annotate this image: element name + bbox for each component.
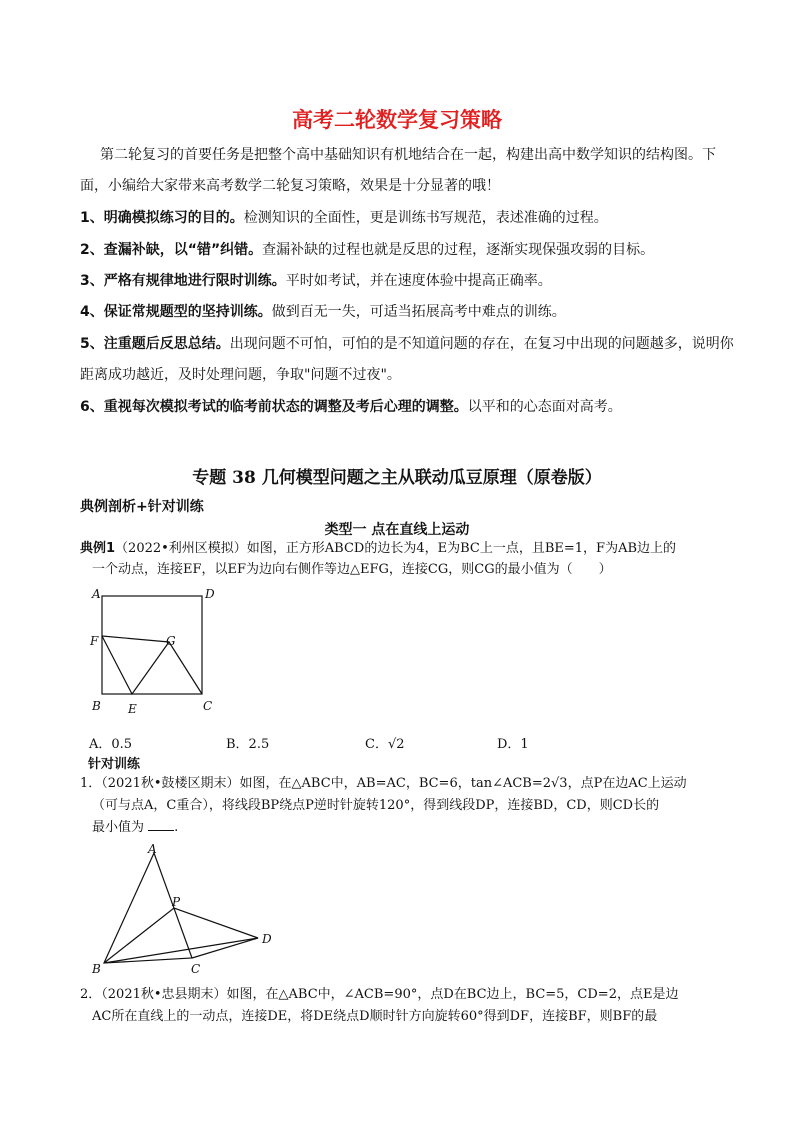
type-heading: 类型一 点在直线上运动 [324,522,470,538]
choice-d: D．1 [497,737,529,752]
label-f: F [90,634,99,648]
strategy-6: 6、重视每次模拟考试的临考前状态的调整及考后心理的调整。以平和的心态面对高考。 [80,399,622,415]
path-f-e-g-c [102,636,202,694]
choice-c: C．√2 [365,737,405,752]
square-abcd [102,596,202,694]
label-p: P [172,895,181,909]
strategy-2: 2、查漏补缺，以“错”纠错。查漏补缺的过程也就是反思的过程，逐渐实现保强攻弱的目标。 [80,242,655,258]
intro-line-2: 面，小编给大家带来高考数学二轮复习策略，效果是十分显著的哦！ [80,178,500,194]
problem2-line-1: 2．（2021秋•忠县期末）如图，在△ABC中，∠ACB=90°，点D在BC边上，BC=5，CD=2，点E是边 [80,987,679,1002]
label-a: A [92,587,101,601]
choice-a: A．0.5 [89,737,133,752]
label-a2: A [148,842,157,856]
segment-cd [192,938,258,958]
triangle-bpd [104,908,258,963]
label-b2: B [92,962,101,976]
topic-title: 专题 38 几何模型问题之主从联动瓜豆原理（原卷版） [192,468,602,488]
strategy-5-cont: 距离成功越近，及时处理问题，争取"问题不过夜"。 [80,367,401,383]
answer-blank [148,818,174,831]
section-label: 典例剖析+针对训练 [80,499,204,515]
problem2-line-2: AC所在直线上的一动点，连接DE，将DE绕点D顺时针方向旋转60°得到DF，连接BF，则BF的最 [92,1009,658,1024]
problem1-line-3: 最小值为 . [92,820,179,835]
square-figure [86,585,226,720]
problem1-line-1: 1．（2021秋•鼓楼区期末）如图，在△ABC中，AB=AC，BC=6，tan∠ACB=2√3，点P在边AC上运动 [80,776,687,791]
label-e: E [128,702,137,716]
strategy-3: 3、严格有规律地进行限时训练。平时如考试，并在速度体验中提高正确率。 [80,273,552,289]
example1-line-2: 一个动点，连接EF，以EF为边向右侧作等边△EFG，连接CG，则CG的最小值为（ ） [92,562,612,577]
training-label: 针对训练 [88,757,141,772]
page-title: 高考二轮数学复习策略 [292,108,502,132]
label-c2: C [191,962,201,976]
label-c: C [203,699,213,713]
problem1-line-2: （可与点A，C重合），将线段BP绕点P逆时针旋转120°，得到线段DP，连接BD，CD，则CD长的 [92,798,660,813]
example1-line-1: 典例1（2022•利州区模拟）如图，正方形ABCD的边长为4，E为BC上一点，且BE=1，F为AB边上的 [80,541,677,556]
intro-line-1: 第二轮复习的首要任务是把整个高中基础知识有机地结合在一起，构建出高中数学知识的结构图。下 [100,147,716,163]
triangle-figure [86,838,286,978]
strategy-4: 4、保证常规题型的坚持训练。做到百无一失，可适当拓展高考中难点的训练。 [80,304,566,320]
label-d2: D [262,932,272,946]
label-g: G [166,634,176,648]
label-d: D [205,587,215,601]
strategy-1: 1、明确模拟练习的目的。检测知识的全面性，更是训练书写规范，表述准确的过程。 [80,210,608,226]
choice-b: B．2.5 [226,737,270,752]
segment-fg [102,636,169,642]
label-b: B [92,699,101,713]
strategy-5: 5、注重题后反思总结。出现问题不可怕，可怕的是不知道问题的存在，在复习中出现的问题越多，说明你 [80,336,734,352]
